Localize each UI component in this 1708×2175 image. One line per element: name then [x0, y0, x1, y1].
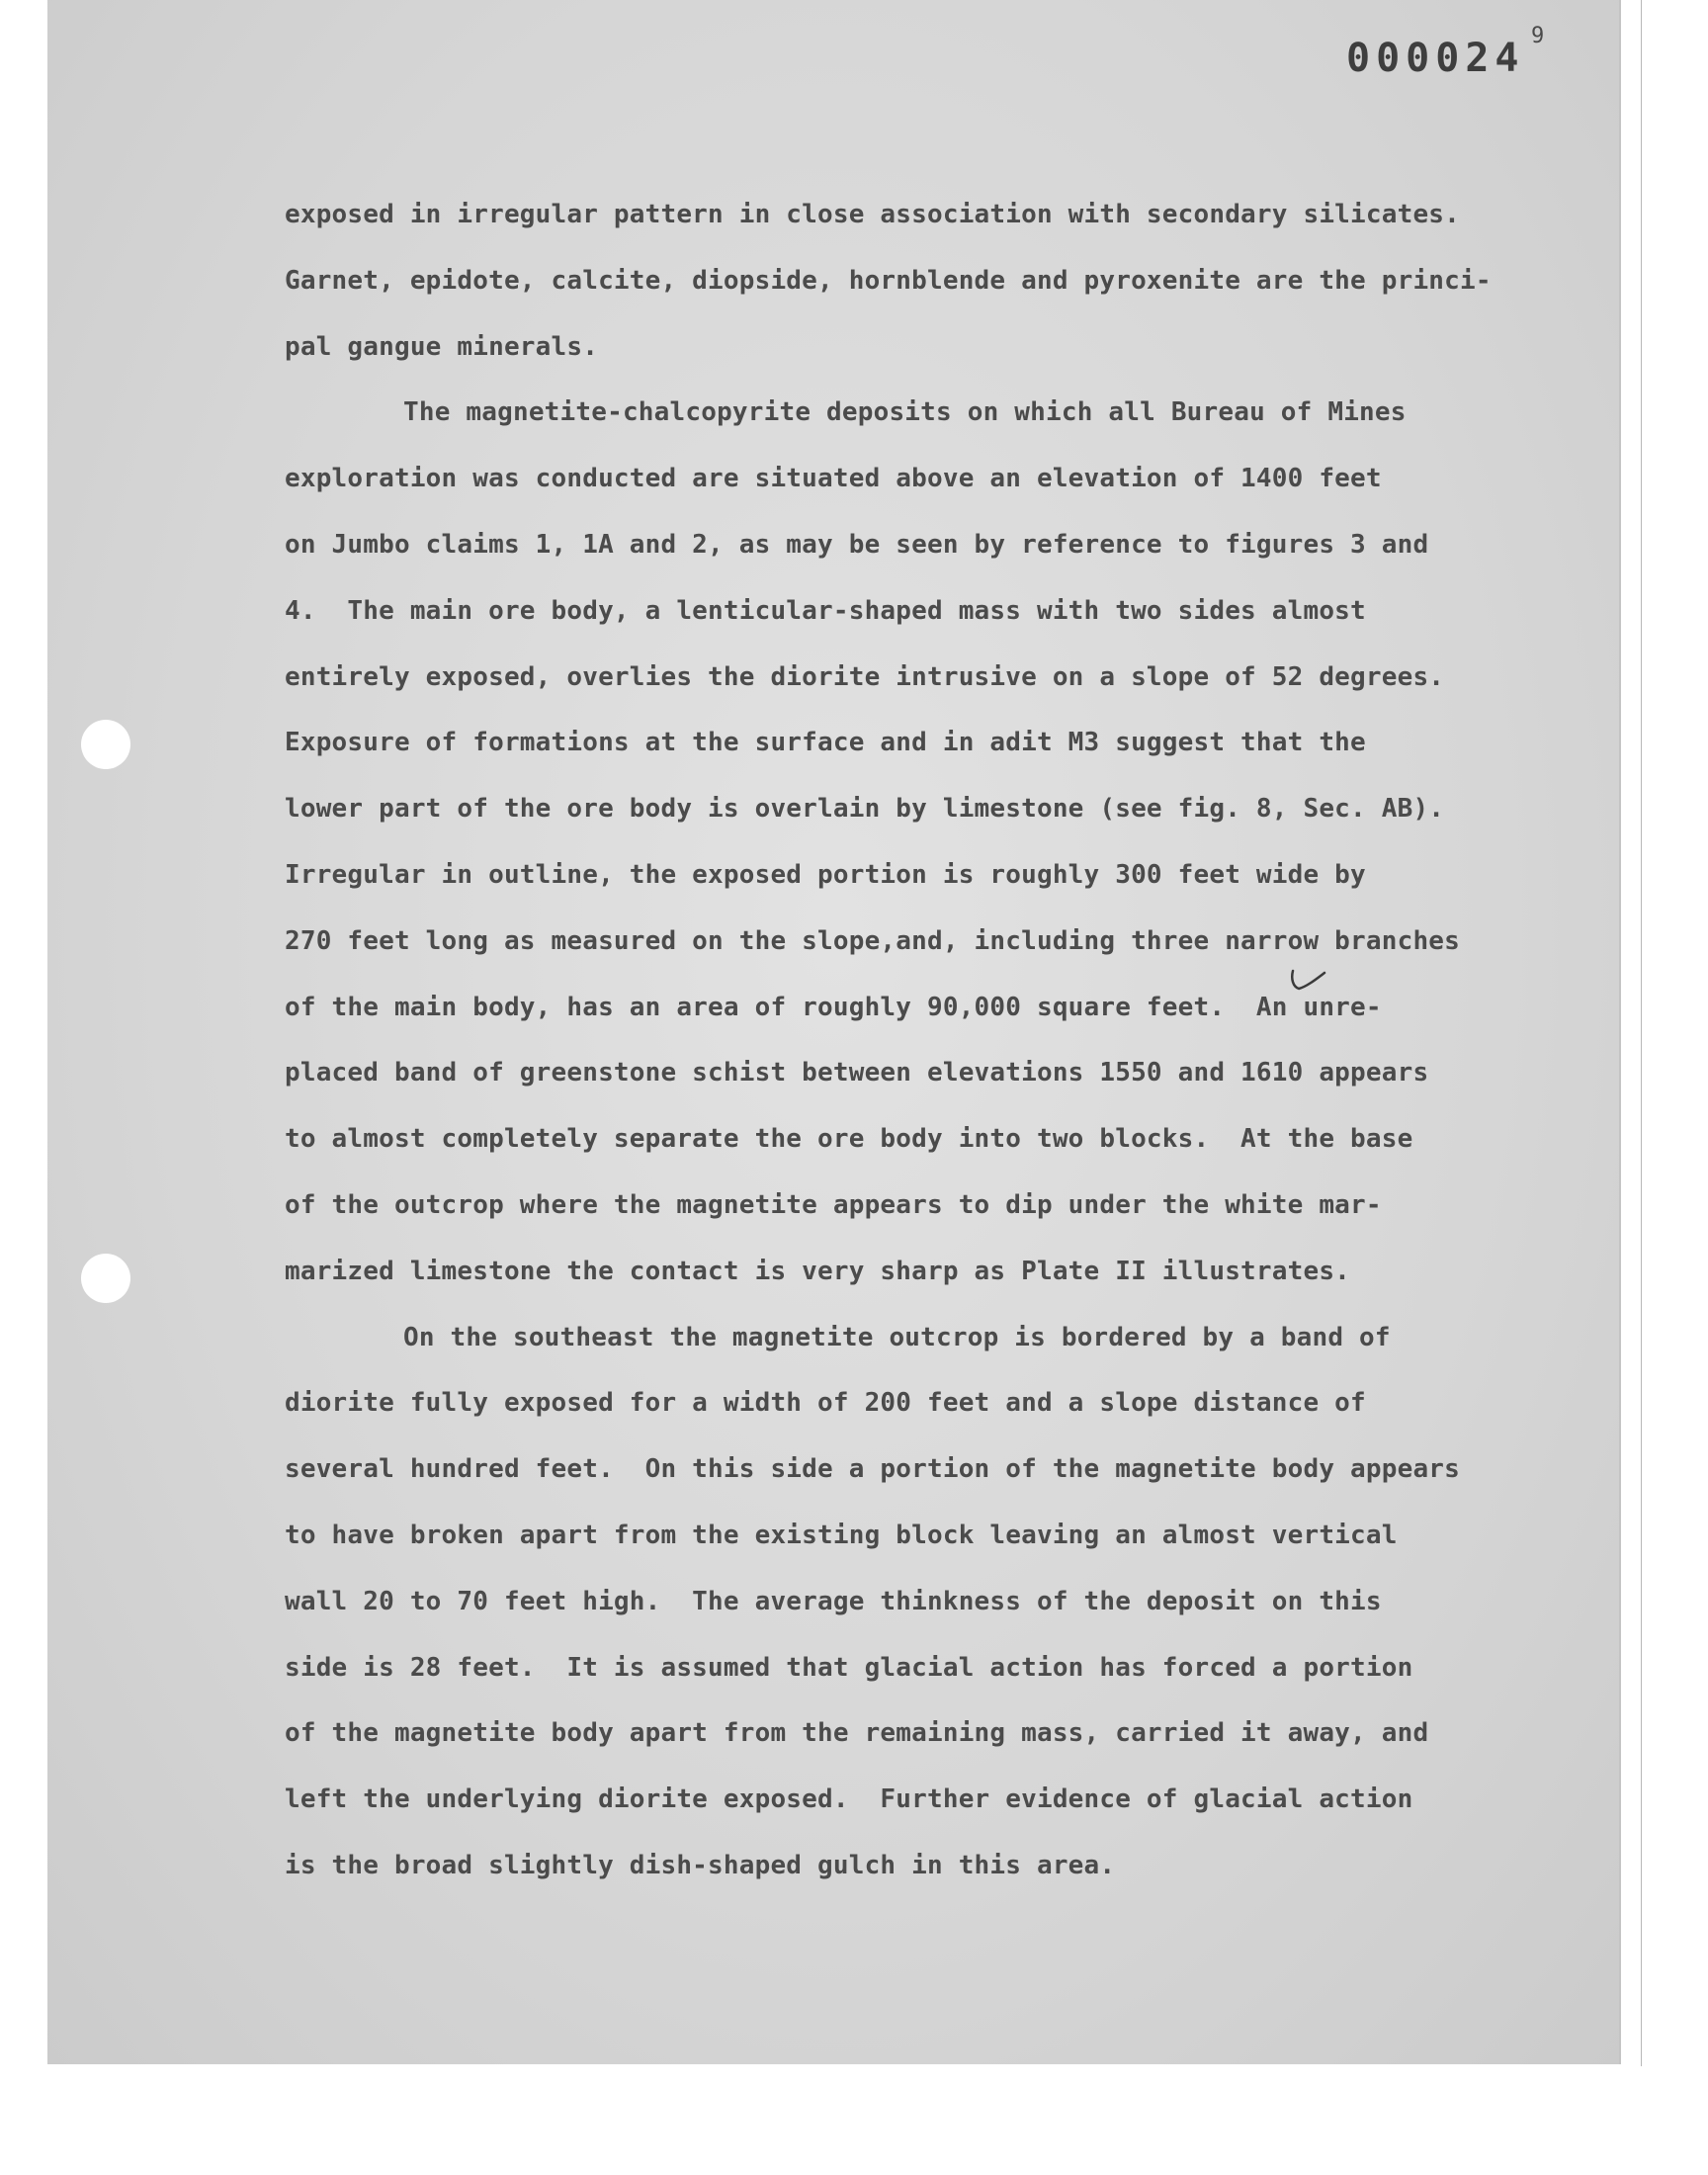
text-line: to have broken apart from the existing block leaving an almost vertical	[285, 1520, 1398, 1550]
body-text	[285, 182, 1560, 1899]
text-line: several hundred feet. On this side a portion of the magnetite body appears	[285, 1454, 1460, 1485]
text-line: exposed in irregular pattern in close association with secondary silicates.	[285, 200, 1460, 229]
paragraph-start-line: On the southeast the magnetite outcrop is bordered by a band of	[403, 1322, 1391, 1352]
punch-hole-lower	[81, 1254, 130, 1303]
text-line: lower part of the ore body is overlain by limestone (see fig. 8, Sec. AB).	[285, 794, 1445, 825]
punch-hole-upper	[81, 720, 130, 769]
text-line: 270 feet long as measured on the slope,and, including three narrow branches	[285, 925, 1460, 956]
text-line: entirely exposed, overlies the diorite intrusive on a slope of 52 degrees.	[285, 661, 1445, 692]
text-line: Irregular in outline, the exposed portion is roughly 300 feet wide by	[285, 859, 1366, 890]
text-line: marized limestone the contact is very sharp as Plate II illustrates.	[285, 1256, 1351, 1286]
text-line: of the magnetite body apart from the remaining mass, carried it away, and	[285, 1718, 1429, 1749]
text-line: of the outcrop where the magnetite appears to dip under the white mar-	[285, 1189, 1382, 1220]
text-line: placed band of greenstone schist between elevations 1550 and 1610 appears	[285, 1058, 1429, 1088]
text-line: to almost completely separate the ore body into two blocks. At the base	[285, 1124, 1413, 1155]
text-line: pal gangue minerals.	[285, 331, 599, 362]
text-line: diorite fully exposed for a width of 200 feet and a slope distance of	[285, 1388, 1366, 1419]
text-line: is the broad slightly dish-shaped gulch in this area.	[285, 1850, 1116, 1880]
page-number: 9	[1531, 24, 1545, 48]
text-line: Garnet, epidote, calcite, diopside, hornblende and pyroxenite are the princi-	[285, 265, 1492, 296]
text-line: side is 28 feet. It is assumed that glacial action has forced a portion	[285, 1652, 1413, 1683]
text-line: left the underlying diorite exposed. Further evidence of glacial action	[285, 1784, 1413, 1815]
page-edge-line	[1641, 0, 1642, 2066]
text-line: 4. The main ore body, a lenticular-shaped mass with two sides almost	[285, 595, 1366, 626]
paragraph-start-line: The magnetite-chalcopyrite deposits on which all Bureau of Mines	[403, 397, 1407, 428]
document-number-stamp: 000024	[1346, 36, 1525, 81]
text-line: Exposure of formations at the surface and in adit M3 suggest that the	[285, 728, 1366, 758]
text-line: wall 20 to 70 feet high. The average thinkness of the deposit on this	[285, 1586, 1382, 1616]
text-line: of the main body, has an area of roughly 90,000 square feet. An unre-	[285, 992, 1382, 1022]
text-line: exploration was conducted are situated above an elevation of 1400 feet	[285, 464, 1382, 494]
text-line: on Jumbo claims 1, 1A and 2, as may be seen by reference to figures 3 and	[285, 529, 1429, 560]
